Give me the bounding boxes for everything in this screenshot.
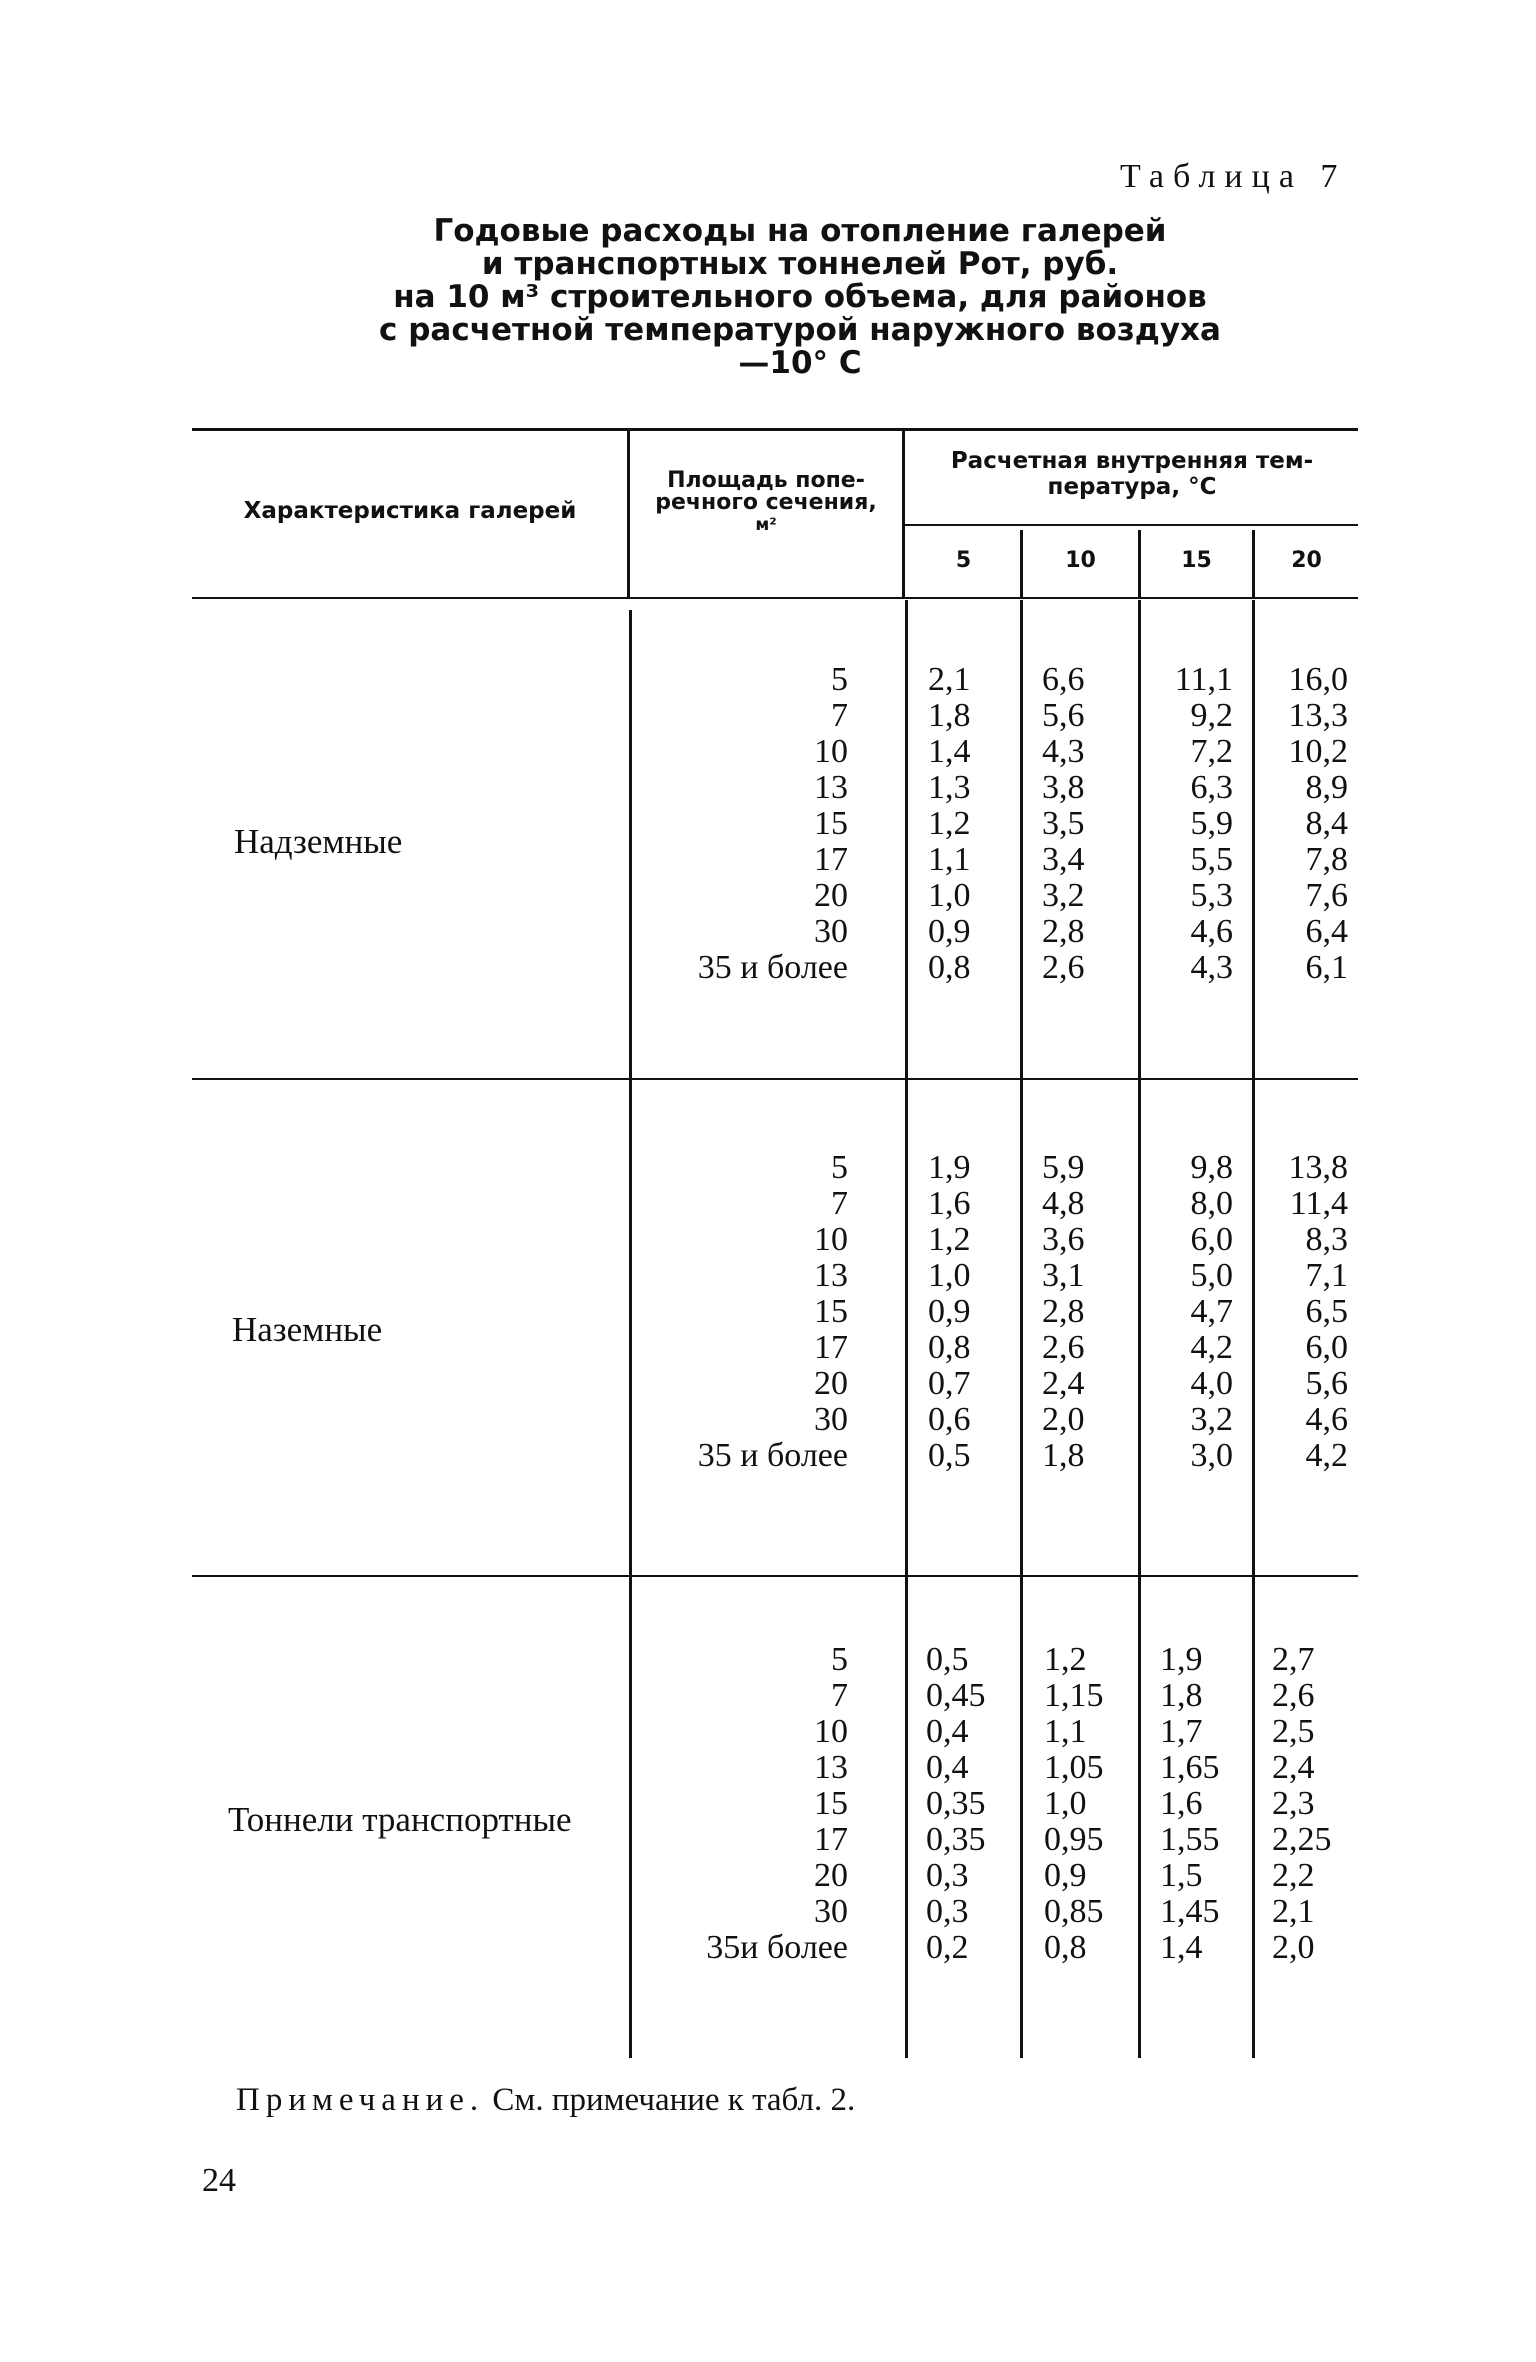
value-cell: 1,0 [1044, 1785, 1087, 1822]
value-cell: 0,9 [928, 913, 971, 950]
area-cell: 13 [814, 1749, 848, 1786]
header-temp-10: 10 [1065, 548, 1096, 573]
value-cell: 3,1 [1042, 1257, 1085, 1294]
value-cell: 5,6 [1042, 697, 1085, 734]
temp-subheader-rule [905, 524, 1358, 526]
value-cell: 4,0 [1190, 1365, 1233, 1402]
group-name: Надземные [234, 822, 403, 861]
area-cell: 17 [814, 1329, 848, 1366]
value-cell: 2,0 [1042, 1401, 1085, 1438]
value-cell: 1,8 [1042, 1437, 1085, 1474]
header-area-line: речного сечения, [655, 490, 877, 515]
value-cell: 9,2 [1190, 697, 1233, 734]
value-cell: 8,0 [1190, 1185, 1233, 1222]
header-area [632, 470, 900, 536]
value-cell: 8,3 [1305, 1221, 1348, 1258]
value-cell: 9,8 [1190, 1149, 1233, 1186]
value-cell: 0,8 [1044, 1929, 1087, 1966]
header-temp-20: 20 [1291, 548, 1322, 573]
value-cell: 1,2 [1044, 1641, 1087, 1678]
value-cell: 2,6 [1042, 1329, 1085, 1366]
value-cell: 1,6 [1160, 1785, 1203, 1822]
value-cell: 4,6 [1190, 913, 1233, 950]
value-cell: 0,8 [928, 949, 971, 986]
value-cell: 1,8 [1160, 1677, 1203, 1714]
value-cell: 6,5 [1305, 1293, 1348, 1330]
value-cell: 0,35 [926, 1785, 986, 1822]
title-line: —10° С [738, 345, 862, 381]
area-cell: 15 [814, 805, 848, 842]
value-cell: 4,8 [1042, 1185, 1085, 1222]
value-cell: 8,4 [1305, 805, 1348, 842]
value-cell: 3,0 [1190, 1437, 1233, 1474]
value-cell: 0,35 [926, 1821, 986, 1858]
footnote [236, 2082, 855, 2119]
area-cell: 5 [831, 661, 848, 698]
page-number: 24 [202, 2162, 236, 2199]
area-cell: 35 и более [697, 949, 848, 986]
value-cell: 13,3 [1288, 697, 1348, 734]
area-cell: 5 [831, 1641, 848, 1678]
area-cell: 15 [814, 1293, 848, 1330]
value-cell: 6,0 [1190, 1221, 1233, 1258]
value-cell: 5,5 [1190, 841, 1233, 878]
area-cell: 30 [814, 913, 848, 950]
header-divider [902, 430, 905, 598]
area-cell: 35 и более [697, 1437, 848, 1474]
group-separator-rule [192, 1575, 1358, 1577]
value-cell: 0,95 [1044, 1821, 1104, 1858]
title-line: с расчетной температурой наружного воздуха [379, 312, 1221, 348]
header-temp-5: 5 [955, 548, 972, 573]
value-cell: 6,6 [1042, 661, 1085, 698]
header-bottom-rule [192, 597, 1358, 599]
value-cell: 4,7 [1190, 1293, 1233, 1330]
area-cell: 17 [814, 1821, 848, 1858]
table-title [300, 215, 1300, 380]
t10-column [1044, 1642, 1136, 1966]
value-cell: 1,4 [1160, 1929, 1203, 1966]
value-cell: 2,8 [1042, 1293, 1085, 1330]
header-temp-15: 15 [1181, 548, 1212, 573]
value-cell: 1,65 [1160, 1749, 1220, 1786]
value-cell: 2,6 [1042, 949, 1085, 986]
t15-column [1160, 1642, 1250, 1966]
value-cell: 5,0 [1190, 1257, 1233, 1294]
value-cell: 2,8 [1042, 913, 1085, 950]
value-cell: 2,2 [1272, 1857, 1315, 1894]
header-characteristic: Характеристика галерей [243, 498, 577, 524]
value-cell: 2,3 [1272, 1785, 1315, 1822]
value-cell: 1,2 [928, 805, 971, 842]
header-temperature-group [907, 448, 1357, 500]
value-cell: 6,0 [1305, 1329, 1348, 1366]
value-cell: 0,85 [1044, 1893, 1104, 1930]
header-area-unit: м² [755, 515, 777, 535]
value-cell: 5,6 [1305, 1365, 1348, 1402]
area-cell: 17 [814, 841, 848, 878]
value-cell: 6,3 [1190, 769, 1233, 806]
value-cell: 0,2 [926, 1929, 969, 1966]
column-divider [1020, 600, 1023, 2058]
value-cell: 1,8 [928, 697, 971, 734]
value-cell: 2,0 [1272, 1929, 1315, 1966]
value-cell: 3,5 [1042, 805, 1085, 842]
value-cell: 0,7 [928, 1365, 971, 1402]
footnote-label: Примечание. [236, 2082, 485, 2118]
value-cell: 1,9 [1160, 1641, 1203, 1678]
value-cell: 3,4 [1042, 841, 1085, 878]
area-column [640, 1150, 848, 1474]
area-column [640, 662, 848, 986]
header-temperature-line: Расчетная внутренняя тем- [950, 448, 1314, 474]
footnote-text: См. примечание к табл. 2. [492, 2082, 856, 2118]
value-cell: 3,2 [1042, 877, 1085, 914]
value-cell: 1,5 [1160, 1857, 1203, 1894]
value-cell: 0,9 [1044, 1857, 1087, 1894]
area-cell: 5 [831, 1149, 848, 1186]
value-cell: 0,4 [926, 1713, 969, 1750]
value-cell: 4,6 [1305, 1401, 1348, 1438]
area-column [640, 1642, 848, 1966]
value-cell: 5,9 [1190, 805, 1233, 842]
t5-column [928, 662, 1018, 986]
table-label: Таблица 7 [1120, 158, 1347, 195]
value-cell: 4,2 [1190, 1329, 1233, 1366]
value-cell: 1,0 [928, 877, 971, 914]
t15-column [1141, 1150, 1233, 1474]
title-line: на 10 м³ строительного объема, для районов [393, 279, 1207, 315]
value-cell: 0,8 [928, 1329, 971, 1366]
value-cell: 2,1 [1272, 1893, 1315, 1930]
t15-column [1141, 662, 1233, 986]
value-cell: 8,9 [1305, 769, 1348, 806]
area-cell: 10 [814, 1713, 848, 1750]
value-cell: 1,7 [1160, 1713, 1203, 1750]
t5-column [926, 1642, 1018, 1966]
value-cell: 7,8 [1305, 841, 1348, 878]
value-cell: 1,3 [928, 769, 971, 806]
value-cell: 0,9 [928, 1293, 971, 1330]
value-cell: 2,7 [1272, 1641, 1315, 1678]
area-cell: 10 [814, 733, 848, 770]
area-cell: 15 [814, 1785, 848, 1822]
title-line: Годовые расходы на отопление галерей [433, 213, 1167, 249]
value-cell: 16,0 [1288, 661, 1348, 698]
value-cell: 2,6 [1272, 1677, 1315, 1714]
value-cell: 0,45 [926, 1677, 986, 1714]
area-cell: 13 [814, 1257, 848, 1294]
column-divider [629, 610, 632, 2058]
value-cell: 2,1 [928, 661, 971, 698]
title-line: и транспортных тоннелей Pот, руб. [481, 246, 1119, 282]
value-cell: 11,4 [1289, 1185, 1348, 1222]
area-cell: 7 [831, 1677, 848, 1714]
value-cell: 0,3 [926, 1857, 969, 1894]
value-cell: 0,5 [928, 1437, 971, 1474]
t20-column [1272, 1642, 1358, 1966]
area-cell: 20 [814, 1365, 848, 1402]
value-cell: 6,1 [1305, 949, 1348, 986]
value-cell: 1,2 [928, 1221, 971, 1258]
area-cell: 13 [814, 769, 848, 806]
value-cell: 13,8 [1288, 1149, 1348, 1186]
area-cell: 20 [814, 877, 848, 914]
value-cell: 4,2 [1305, 1437, 1348, 1474]
value-cell: 5,3 [1190, 877, 1233, 914]
t10-column [1042, 1150, 1136, 1474]
value-cell: 1,1 [1044, 1713, 1087, 1750]
t10-column [1042, 662, 1136, 986]
value-cell: 3,2 [1190, 1401, 1233, 1438]
value-cell: 7,6 [1305, 877, 1348, 914]
group-name: Тоннели транспортные [228, 1800, 572, 1839]
value-cell: 1,55 [1160, 1821, 1220, 1858]
group-name: Наземные [232, 1310, 383, 1349]
value-cell: 7,1 [1305, 1257, 1348, 1294]
value-cell: 0,3 [926, 1893, 969, 1930]
value-cell: 2,25 [1272, 1821, 1332, 1858]
value-cell: 1,1 [928, 841, 971, 878]
area-cell: 30 [814, 1401, 848, 1438]
value-cell: 4,3 [1042, 733, 1085, 770]
area-cell: 20 [814, 1857, 848, 1894]
value-cell: 10,2 [1288, 733, 1348, 770]
value-cell: 1,4 [928, 733, 971, 770]
area-cell: 30 [814, 1893, 848, 1930]
column-divider [905, 600, 908, 2058]
value-cell: 1,15 [1044, 1677, 1104, 1714]
value-cell: 1,6 [928, 1185, 971, 1222]
value-cell: 1,05 [1044, 1749, 1104, 1786]
value-cell: 1,45 [1160, 1893, 1220, 1930]
value-cell: 1,9 [928, 1149, 971, 1186]
value-cell: 3,8 [1042, 769, 1085, 806]
header-divider [627, 430, 630, 598]
t20-column [1255, 662, 1348, 986]
area-cell: 7 [831, 697, 848, 734]
value-cell: 0,4 [926, 1749, 969, 1786]
value-cell: 11,1 [1174, 661, 1233, 698]
value-cell: 0,5 [926, 1641, 969, 1678]
value-cell: 2,5 [1272, 1713, 1315, 1750]
value-cell: 1,0 [928, 1257, 971, 1294]
value-cell: 5,9 [1042, 1149, 1085, 1186]
value-cell: 7,2 [1190, 733, 1233, 770]
value-cell: 6,4 [1305, 913, 1348, 950]
group-separator-rule [192, 1078, 1358, 1080]
header-area-line: Площадь попе- [667, 468, 865, 493]
t20-column [1255, 1150, 1348, 1474]
value-cell: 3,6 [1042, 1221, 1085, 1258]
value-cell: 0,6 [928, 1401, 971, 1438]
value-cell: 2,4 [1272, 1749, 1315, 1786]
t5-column [928, 1150, 1018, 1474]
area-cell: 7 [831, 1185, 848, 1222]
header-temperature-line: пература, °С [1047, 474, 1217, 500]
value-cell: 2,4 [1042, 1365, 1085, 1402]
area-cell: 35и более [706, 1929, 848, 1966]
table-top-rule [192, 428, 1358, 431]
area-cell: 10 [814, 1221, 848, 1258]
value-cell: 4,3 [1190, 949, 1233, 986]
